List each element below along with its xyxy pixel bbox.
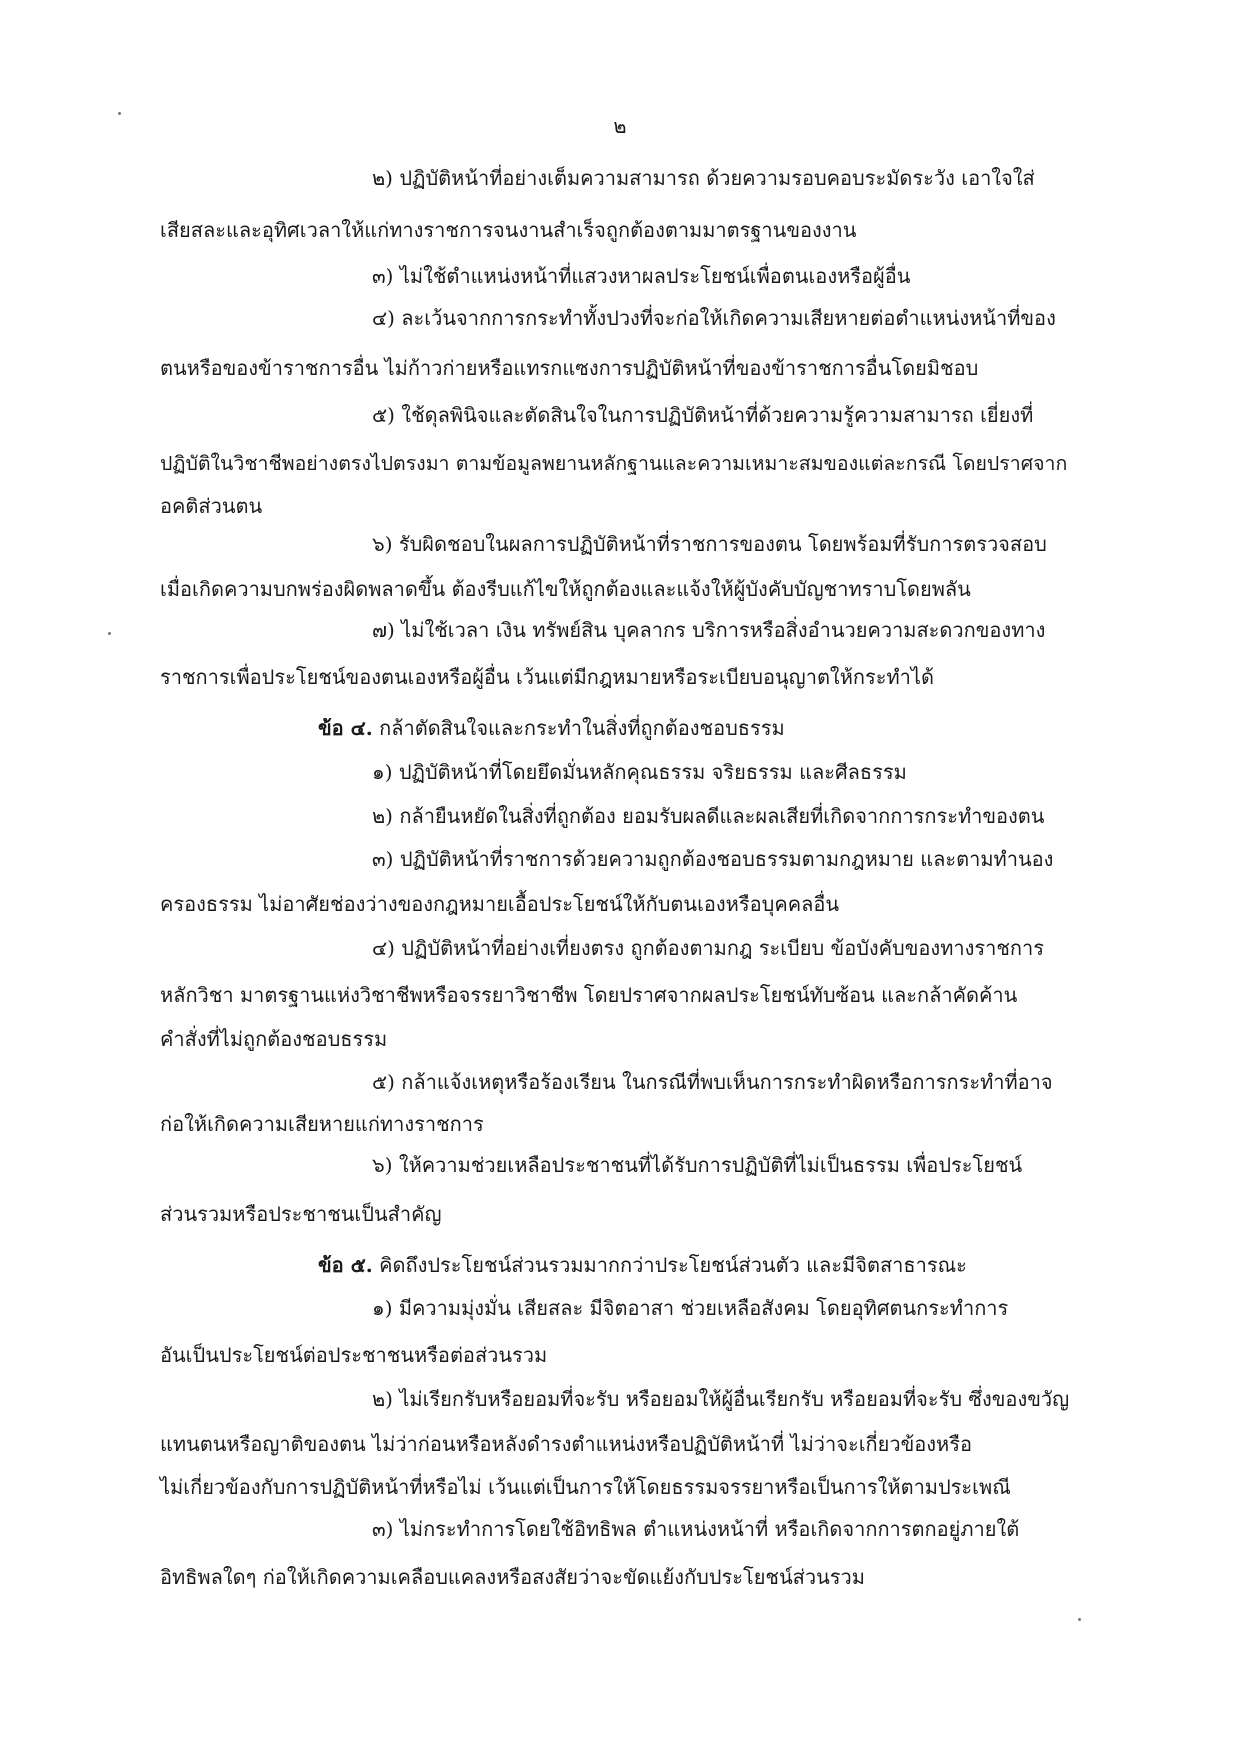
scan-speck bbox=[118, 112, 121, 115]
item-7-line-1: ๗) ไม่ใช้เวลา เงิน ทรัพย์สิน บุคลากร บริการหรือสิ่งอำนวยความสะดวกของทาง bbox=[372, 618, 1046, 642]
scan-speck bbox=[1078, 1618, 1081, 1621]
page-number: ๒ bbox=[613, 114, 627, 138]
section-5-label: ข้อ ๕. bbox=[318, 1253, 373, 1277]
section-5-heading bbox=[318, 1255, 967, 1275]
s4-item-6-line-2: ส่วนรวมหรือประชาชนเป็นสำคัญ bbox=[160, 1202, 442, 1226]
item-5-line-1: ๕) ใช้ดุลพินิจและตัดสินใจในการปฏิบัติหน้าที่ด้วยความรู้ความสามารถ เยี่ยงที่ bbox=[372, 403, 1034, 427]
section-4-title: กล้าตัดสินใจและกระทำในสิ่งที่ถูกต้องชอบธรรม bbox=[379, 716, 785, 740]
item-6-line-2: เมื่อเกิดความบกพร่องผิดพลาดขึ้น ต้องรีบแก้ไขให้ถูกต้องและแจ้งให้ผู้บังคับบัญชาทราบโดยพลัน bbox=[160, 577, 971, 601]
s4-item-1: ๑) ปฏิบัติหน้าที่โดยยึดมั่นหลักคุณธรรม จริยธรรม และศีลธรรม bbox=[372, 760, 907, 784]
item-7-line-2: ราชการเพื่อประโยชน์ของตนเองหรือผู้อื่น เว้นแต่มีกฎหมายหรือระเบียบอนุญาตให้กระทำได้ bbox=[160, 665, 934, 689]
section-5-title: คิดถึงประโยชน์ส่วนรวมมากกว่าประโยชน์ส่วนตัว และมีจิตสาธารณะ bbox=[379, 1253, 967, 1277]
s4-item-4-line-3: คำสั่งที่ไม่ถูกต้องชอบธรรม bbox=[160, 1027, 388, 1051]
s4-item-5-line-1: ๕) กล้าแจ้งเหตุหรือร้องเรียน ในกรณีที่พบเห็นการกระทำผิดหรือการกระทำที่อาจ bbox=[372, 1070, 1053, 1094]
s4-item-3-line-1: ๓) ปฏิบัติหน้าที่ราชการด้วยความถูกต้องชอบธรรมตามกฎหมาย และตามทำนอง bbox=[372, 847, 1054, 871]
item-6-line-1: ๖) รับผิดชอบในผลการปฏิบัติหน้าที่ราชการของตน โดยพร้อมที่รับการตรวจสอบ bbox=[372, 532, 1047, 556]
item-4-line-1: ๔) ละเว้นจากการกระทำทั้งปวงที่จะก่อให้เกิดความเสียหายต่อตำแหน่งหน้าที่ของ bbox=[372, 306, 1056, 330]
item-2-line-1: ๒) ปฏิบัติหน้าที่อย่างเต็มความสามารถ ด้วยความรอบคอบระมัดระวัง เอาใจใส่ bbox=[372, 166, 1035, 190]
s4-item-4-line-1: ๔) ปฏิบัติหน้าที่อย่างเที่ยงตรง ถูกต้องตามกฎ ระเบียบ ข้อบังคับของทางราชการ bbox=[372, 936, 1045, 960]
s5-item-1-line-1: ๑) มีความมุ่งมั่น เสียสละ มีจิตอาสา ช่วยเหลือสังคม โดยอุทิศตนกระทำการ bbox=[372, 1296, 1009, 1320]
item-2-line-2: เสียสละและอุทิศเวลาให้แก่ทางราชการจนงานสำเร็จถูกต้องตามมาตรฐานของงาน bbox=[160, 218, 857, 242]
s5-item-1-line-2: อันเป็นประโยชน์ต่อประชาชนหรือต่อส่วนรวม bbox=[160, 1343, 548, 1367]
s4-item-4-line-2: หลักวิชา มาตรฐานแห่งวิชาชีพหรือจรรยาวิชาชีพ โดยปราศจากผลประโยชน์ทับซ้อน และกล้าคัดค้าน bbox=[160, 983, 1018, 1007]
item-3-line-1: ๓) ไม่ใช้ตำแหน่งหน้าที่แสวงหาผลประโยชน์เพื่อตนเองหรือผู้อื่น bbox=[372, 264, 911, 288]
s4-item-6-line-1: ๖) ให้ความช่วยเหลือประชาชนที่ได้รับการปฏิบัติที่ไม่เป็นธรรม เพื่อประโยชน์ bbox=[372, 1153, 1023, 1177]
s5-item-3-line-1: ๓) ไม่กระทำการโดยใช้อิทธิพล ตำแหน่งหน้าที่ หรือเกิดจากการตกอยู่ภายใต้ bbox=[372, 1517, 1020, 1541]
s4-item-5-line-2: ก่อให้เกิดความเสียหายแก่ทางราชการ bbox=[160, 1112, 484, 1136]
s5-item-2-line-3: ไม่เกี่ยวข้องกับการปฏิบัติหน้าที่หรือไม่ เว้นแต่เป็นการให้โดยธรรมจรรยาหรือเป็นการให้ตามประเพณี bbox=[160, 1475, 1011, 1499]
section-4-heading bbox=[318, 718, 785, 738]
scan-speck bbox=[108, 632, 111, 635]
section-4-label: ข้อ ๔. bbox=[318, 716, 373, 740]
s4-item-2: ๒) กล้ายืนหยัดในสิ่งที่ถูกต้อง ยอมรับผลดีและผลเสียที่เกิดจากการกระทำของตน bbox=[372, 804, 1045, 828]
item-5-line-2: ปฏิบัติในวิชาชีพอย่างตรงไปตรงมา ตามข้อมูลพยานหลักฐานและความเหมาะสมของแต่ละกรณี โดยปราศจาก bbox=[160, 452, 1068, 475]
s5-item-2-line-1: ๒) ไม่เรียกรับหรือยอมที่จะรับ หรือยอมให้ผู้อื่นเรียกรับ หรือยอมที่จะรับ ซึ่งของขวัญ bbox=[372, 1387, 1070, 1411]
item-5-line-3: อคติส่วนตน bbox=[160, 494, 263, 518]
s5-item-3-line-2: อิทธิพลใดๆ ก่อให้เกิดความเคลือบแคลงหรือสงสัยว่าจะขัดแย้งกับประโยชน์ส่วนรวม bbox=[160, 1565, 865, 1589]
s5-item-2-line-2: แทนตนหรือญาติของตน ไม่ว่าก่อนหรือหลังดำรงตำแหน่งหรือปฏิบัติหน้าที่ ไม่ว่าจะเกี่ยวข้องหรือ bbox=[160, 1432, 972, 1456]
item-4-line-2: ตนหรือของข้าราชการอื่น ไม่ก้าวก่ายหรือแทรกแซงการปฏิบัติหน้าที่ของข้าราชการอื่นโดยมิชอบ bbox=[160, 356, 979, 380]
s4-item-3-line-2: ครองธรรม ไม่อาศัยช่องว่างของกฎหมายเอื้อประโยชน์ให้กับตนเองหรือบุคคลอื่น bbox=[160, 892, 840, 916]
